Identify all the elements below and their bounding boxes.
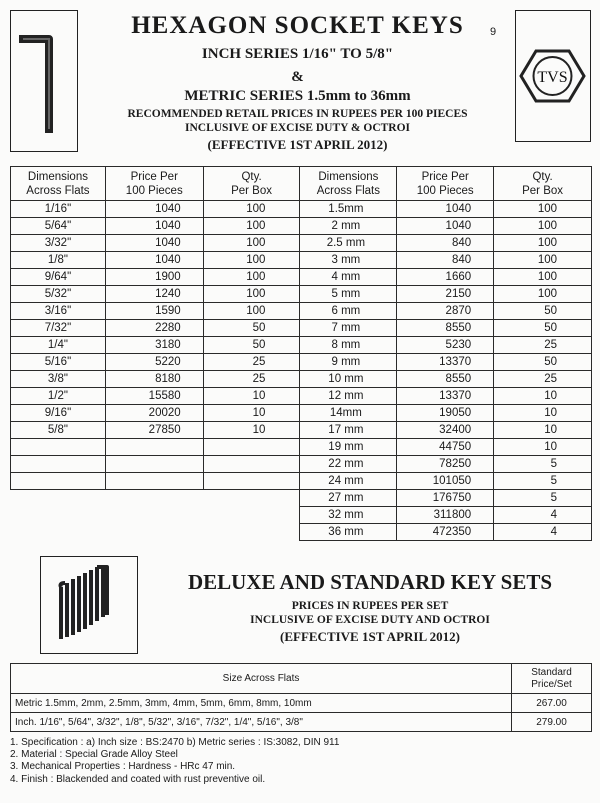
inch-qty [203, 456, 300, 473]
price-table [10, 166, 592, 541]
notes [10, 737, 339, 786]
inch-qty: 100 [203, 252, 300, 269]
inch-price: 1040 [105, 252, 203, 269]
inch-qty: 10 [203, 405, 300, 422]
metric-size: 9 mm [300, 354, 397, 371]
metric-qty: 100 [494, 201, 592, 218]
metric-price: 1660 [397, 269, 494, 286]
metric-price: 176750 [397, 490, 494, 507]
inch-price: 15580 [105, 388, 203, 405]
metric-price: 8550 [397, 371, 494, 388]
inch-size: 7/32" [11, 320, 106, 337]
table-row [11, 337, 592, 354]
key-set-price: 267.00 [512, 694, 592, 713]
inch-size: 3/16" [11, 303, 106, 320]
metric-qty: 5 [494, 456, 592, 473]
table-row [11, 354, 592, 371]
inch-size: 1/8" [11, 252, 106, 269]
metric-size: 5 mm [300, 286, 397, 303]
header-standard-price: Standard Price/Set [512, 664, 592, 694]
inch-qty: 25 [203, 371, 300, 388]
inch-price [105, 473, 203, 490]
table-row [11, 439, 592, 456]
metric-size: 6 mm [300, 303, 397, 320]
rrp-line: RECOMMENDED RETAIL PRICES IN RUPEES PER 100 PIECES [127, 108, 468, 120]
inch-price: 2280 [105, 320, 203, 337]
inch-size: 9/64" [11, 269, 106, 286]
inch-price: 1040 [105, 235, 203, 252]
metric-qty: 100 [494, 252, 592, 269]
empty-cell [11, 490, 300, 507]
metric-qty: 10 [494, 388, 592, 405]
metric-series-heading: METRIC SERIES 1.5mm to 36mm [184, 88, 411, 104]
metric-size: 27 mm [300, 490, 397, 507]
metric-qty: 5 [494, 490, 592, 507]
inch-size: 1/4" [11, 337, 106, 354]
metric-size: 14mm [300, 405, 397, 422]
metric-qty: 4 [494, 524, 592, 541]
table-row [11, 218, 592, 235]
metric-price: 2150 [397, 286, 494, 303]
metric-qty: 100 [494, 286, 592, 303]
inch-qty: 100 [203, 303, 300, 320]
metric-price: 840 [397, 235, 494, 252]
inch-size [11, 473, 106, 490]
metric-size: 24 mm [300, 473, 397, 490]
metric-size: 7 mm [300, 320, 397, 337]
key-set-row [11, 694, 592, 713]
metric-price: 8550 [397, 320, 494, 337]
key-sets-subtitle-inclusive: INCLUSIVE OF EXCISE DUTY AND OCTROI [250, 614, 490, 626]
table-row [11, 524, 592, 541]
inch-size [11, 439, 106, 456]
tvs-logo-text: TVS [537, 69, 568, 86]
metric-price: 101050 [397, 473, 494, 490]
header-price-inch: Price Per 100 Pieces [105, 167, 203, 201]
metric-qty: 10 [494, 405, 592, 422]
metric-price: 5230 [397, 337, 494, 354]
inclusive-line: INCLUSIVE OF EXCISE DUTY & OCTROI [184, 122, 411, 134]
header-qty-inch: Qty. Per Box [203, 167, 300, 201]
metric-price: 472350 [397, 524, 494, 541]
page-title: HEXAGON SOCKET KEYS [131, 12, 464, 39]
inch-qty: 100 [203, 235, 300, 252]
inch-size: 9/16" [11, 405, 106, 422]
note-item: 3. Mechanical Properties : Hardness - HRc 47 min. [10, 761, 236, 773]
inch-qty: 25 [203, 354, 300, 371]
page-number: 9 [490, 26, 497, 38]
inch-price: 1900 [105, 269, 203, 286]
key-set-image [40, 556, 138, 654]
key-sets-table [10, 663, 592, 732]
metric-size: 19 mm [300, 439, 397, 456]
inch-qty: 100 [203, 218, 300, 235]
metric-size: 2.5 mm [300, 235, 397, 252]
metric-size: 2 mm [300, 218, 397, 235]
inch-size: 5/32" [11, 286, 106, 303]
header-qty-metric: Qty. Per Box [494, 167, 592, 201]
table-row [11, 405, 592, 422]
header-dimensions-inch: Dimensions Across Flats [11, 167, 106, 201]
metric-price: 13370 [397, 388, 494, 405]
metric-size: 8 mm [300, 337, 397, 354]
allen-key-image [10, 10, 78, 152]
table-row [11, 201, 592, 218]
table-row [11, 269, 592, 286]
metric-qty: 100 [494, 269, 592, 286]
inch-size: 3/32" [11, 235, 106, 252]
table-row [11, 507, 592, 524]
metric-qty: 4 [494, 507, 592, 524]
key-set-price: 279.00 [512, 713, 592, 732]
table-row [11, 320, 592, 337]
metric-qty: 10 [494, 439, 592, 456]
metric-size: 1.5mm [300, 201, 397, 218]
metric-size: 3 mm [300, 252, 397, 269]
inch-price: 1240 [105, 286, 203, 303]
inch-price: 1590 [105, 303, 203, 320]
inch-size: 5/64" [11, 218, 106, 235]
inch-size: 5/8" [11, 422, 106, 439]
table-row [11, 235, 592, 252]
metric-qty: 25 [494, 371, 592, 388]
empty-cell [11, 524, 300, 541]
table-row [11, 303, 592, 320]
metric-size: 22 mm [300, 456, 397, 473]
inch-qty: 100 [203, 201, 300, 218]
metric-qty: 100 [494, 235, 592, 252]
inch-price [105, 456, 203, 473]
inch-qty [203, 473, 300, 490]
metric-size: 12 mm [300, 388, 397, 405]
inch-qty: 10 [203, 388, 300, 405]
inch-size: 1/2" [11, 388, 106, 405]
inch-price: 27850 [105, 422, 203, 439]
metric-price: 2870 [397, 303, 494, 320]
inch-qty: 10 [203, 422, 300, 439]
inch-qty: 100 [203, 286, 300, 303]
metric-price: 840 [397, 252, 494, 269]
key-sets-effective-date: (EFFECTIVE 1ST APRIL 2012) [280, 629, 460, 644]
inch-price: 1040 [105, 201, 203, 218]
metric-price: 13370 [397, 354, 494, 371]
note-item: 2. Material : Special Grade Alloy Steel [10, 749, 178, 761]
table-row [11, 422, 592, 439]
metric-size: 36 mm [300, 524, 397, 541]
metric-qty: 100 [494, 218, 592, 235]
inch-qty: 100 [203, 269, 300, 286]
table-row [11, 388, 592, 405]
price-table-header [11, 167, 592, 201]
inch-price: 8180 [105, 371, 203, 388]
metric-price: 44750 [397, 439, 494, 456]
header-price-metric: Price Per 100 Pieces [397, 167, 494, 201]
metric-qty: 50 [494, 320, 592, 337]
table-row [11, 456, 592, 473]
inch-qty: 50 [203, 337, 300, 354]
key-sets-subtitle-prices: PRICES IN RUPEES PER SET [291, 600, 449, 612]
ampersand: & [291, 69, 304, 85]
metric-size: 10 mm [300, 371, 397, 388]
inch-qty [203, 439, 300, 456]
metric-price: 19050 [397, 405, 494, 422]
table-row [11, 252, 592, 269]
inch-price: 5220 [105, 354, 203, 371]
key-set-row [11, 713, 592, 732]
table-row [11, 286, 592, 303]
key-sets-title: DELUXE AND STANDARD KEY SETS [187, 570, 553, 594]
metric-qty: 50 [494, 303, 592, 320]
header-size-across-flats: Size Across Flats [11, 664, 512, 694]
inch-price: 3180 [105, 337, 203, 354]
tvs-logo-icon [516, 11, 589, 140]
table-row [11, 473, 592, 490]
key-set-sizes: Metric 1.5mm, 2mm, 2.5mm, 3mm, 4mm, 5mm, 6mm, 8mm, 10mm [11, 694, 512, 713]
table-row [11, 371, 592, 388]
metric-price: 1040 [397, 218, 494, 235]
metric-qty: 50 [494, 354, 592, 371]
header-dimensions-metric: Dimensions Across Flats [300, 167, 397, 201]
metric-qty: 25 [494, 337, 592, 354]
key-set-icon [41, 557, 136, 652]
inch-size [11, 456, 106, 473]
inch-price [105, 439, 203, 456]
allen-key-icon [11, 11, 76, 150]
metric-size: 17 mm [300, 422, 397, 439]
metric-price: 32400 [397, 422, 494, 439]
note-item: 1. Specification : a) Inch size : BS:2470 b) Metric series : IS:3082, DIN 911 [10, 737, 340, 748]
inch-price: 1040 [105, 218, 203, 235]
inch-size: 5/16" [11, 354, 106, 371]
metric-size: 32 mm [300, 507, 397, 524]
table-row [11, 490, 592, 507]
tvs-logo-box [515, 10, 591, 142]
effective-date: (EFFECTIVE 1ST APRIL 2012) [207, 137, 388, 152]
key-set-sizes: Inch. 1/16", 5/64", 3/32", 1/8", 5/32", 3/16", 7/32", 1/4", 5/16", 3/8" [11, 713, 512, 732]
metric-price: 1040 [397, 201, 494, 218]
metric-qty: 5 [494, 473, 592, 490]
metric-size: 4 mm [300, 269, 397, 286]
metric-qty: 10 [494, 422, 592, 439]
inch-qty: 50 [203, 320, 300, 337]
note-item: 4. Finish : Blackended and coated with rust preventive oil. [10, 773, 266, 785]
empty-cell [11, 507, 300, 524]
inch-size: 1/16" [11, 201, 106, 218]
metric-price: 311800 [397, 507, 494, 524]
inch-price: 20020 [105, 405, 203, 422]
inch-size: 3/8" [11, 371, 106, 388]
inch-series-heading: INCH SERIES 1/16" TO 5/8" [201, 46, 394, 62]
key-sets-header [11, 664, 592, 694]
metric-price: 78250 [397, 456, 494, 473]
